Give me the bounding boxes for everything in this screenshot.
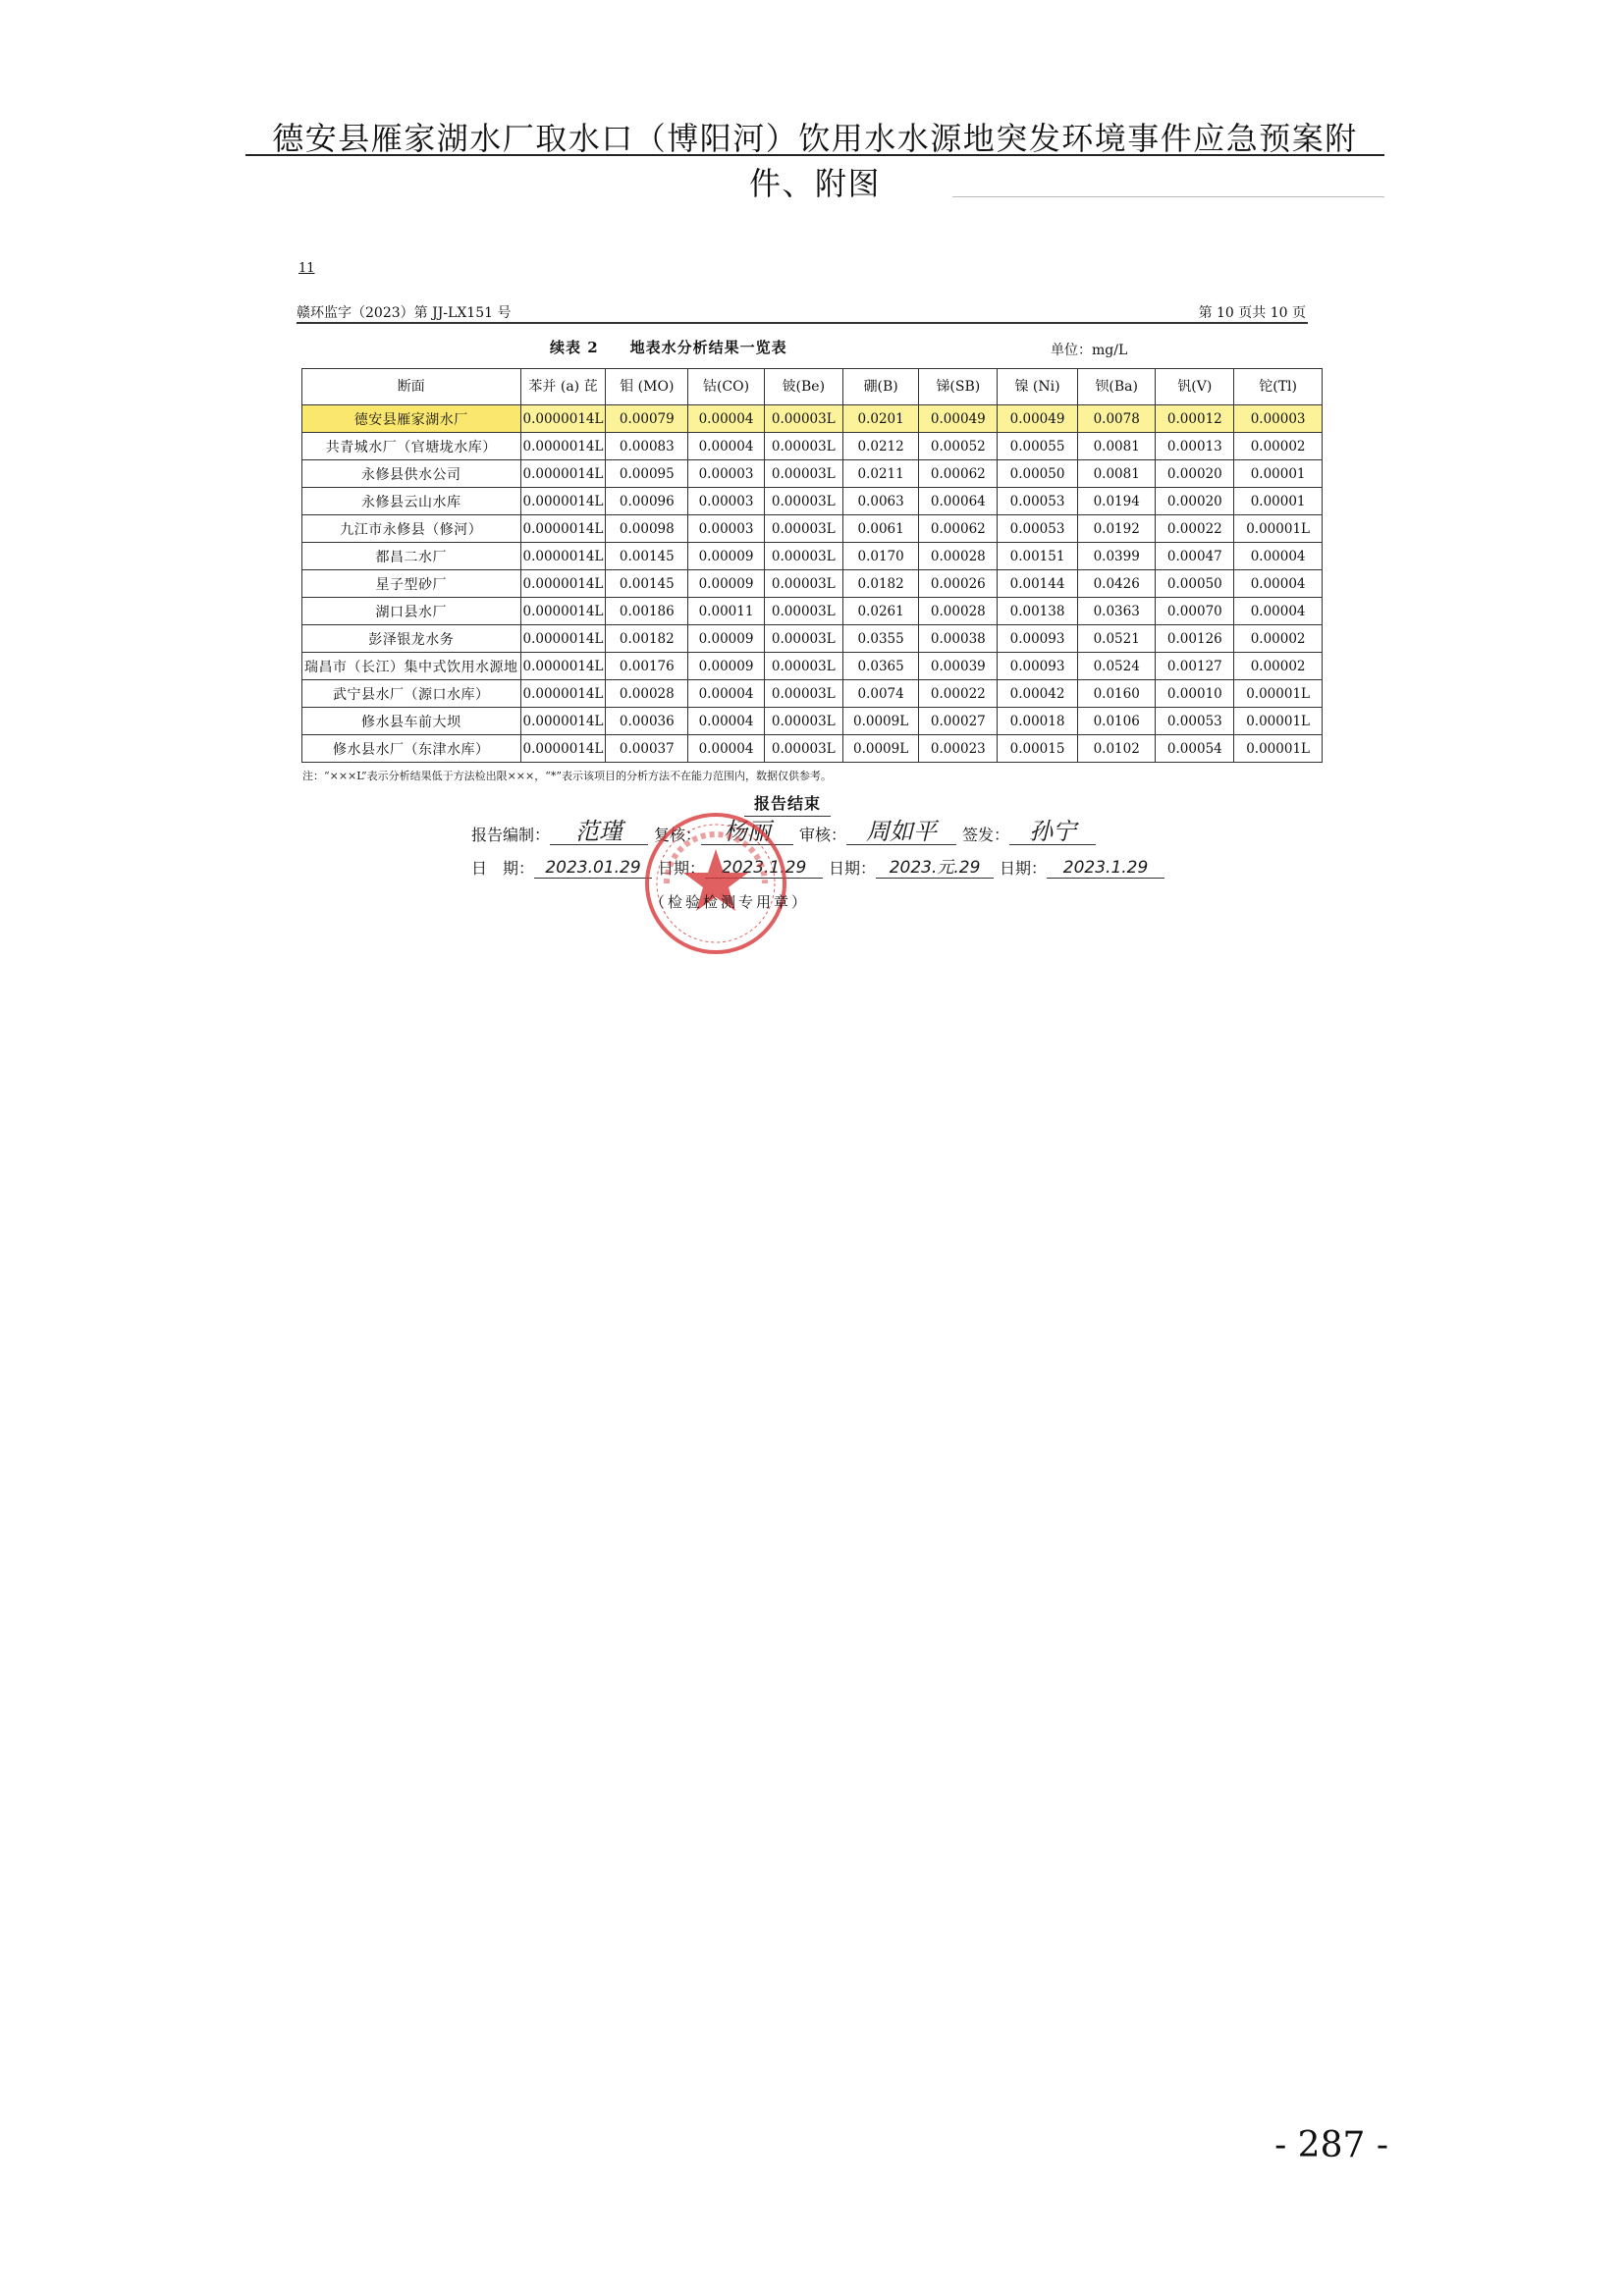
value-cell: 0.00003L (764, 598, 842, 625)
value-cell: 0.00038 (919, 625, 998, 653)
value-cell: 0.00002 (1234, 625, 1323, 653)
stamp-caption: （检验检测专用章） (650, 893, 810, 911)
value-cell: 0.00004 (688, 708, 765, 735)
date-value-1: 2023.01.29 (534, 858, 652, 879)
section-name-cell: 永修县云山水库 (302, 488, 521, 515)
section-name-cell: 武宁县水厂（源口水库） (302, 680, 521, 708)
value-cell: 0.00096 (606, 488, 688, 515)
audit-label: 审核： (799, 826, 847, 844)
value-cell: 0.00001 (1234, 460, 1323, 488)
value-cell: 0.0000014L (520, 543, 606, 570)
date-label-3: 日期： (829, 859, 877, 878)
value-cell: 0.00028 (919, 543, 998, 570)
value-cell: 0.00095 (606, 460, 688, 488)
value-cell: 0.0000014L (520, 735, 606, 763)
value-cell: 0.00003L (764, 625, 842, 653)
column-header-section: 断面 (302, 369, 521, 405)
value-cell: 0.00004 (1234, 598, 1323, 625)
column-header: 钡(Ba) (1077, 369, 1156, 405)
value-cell: 0.0009L (842, 735, 919, 763)
value-cell: 0.00004 (688, 735, 765, 763)
column-header: 铊(Tl) (1234, 369, 1323, 405)
value-cell: 0.0524 (1077, 653, 1156, 680)
value-cell: 0.0000014L (520, 708, 606, 735)
value-cell: 0.00079 (606, 405, 688, 433)
value-cell: 0.0063 (842, 488, 919, 515)
date-value-4: 2023.1.29 (1047, 858, 1164, 879)
value-cell: 0.00145 (606, 570, 688, 598)
value-cell: 0.00053 (998, 515, 1078, 543)
value-cell: 0.00001L (1234, 735, 1323, 763)
value-cell: 0.00001L (1234, 708, 1323, 735)
section-name-cell: 德安县雁家湖水厂 (302, 405, 521, 433)
value-cell: 0.00003L (764, 653, 842, 680)
compile-signature: 范瑾 (550, 819, 648, 845)
value-cell: 0.00050 (998, 460, 1078, 488)
approve-signature: 孙宁 (1009, 819, 1096, 845)
report-header-rule (297, 322, 1308, 324)
table-row (302, 433, 1323, 460)
value-cell: 0.0000014L (520, 680, 606, 708)
value-cell: 0.00050 (1156, 570, 1234, 598)
value-cell: 0.00011 (688, 598, 765, 625)
value-cell: 0.00028 (919, 598, 998, 625)
column-header: 镍 (Ni) (998, 369, 1078, 405)
compile-label: 报告编制： (471, 826, 551, 844)
value-cell: 0.00036 (606, 708, 688, 735)
review-label: 复核： (654, 826, 702, 844)
value-cell: 0.0201 (842, 405, 919, 433)
value-cell: 0.00022 (1156, 515, 1234, 543)
value-cell: 0.0000014L (520, 460, 606, 488)
value-cell: 0.0211 (842, 460, 919, 488)
value-cell: 0.00018 (998, 708, 1078, 735)
section-name-cell: 都昌二水厂 (302, 543, 521, 570)
value-cell: 0.00023 (919, 735, 998, 763)
analysis-table (301, 368, 1323, 763)
value-cell: 0.00015 (998, 735, 1078, 763)
table-row (302, 460, 1323, 488)
value-cell: 0.0081 (1077, 460, 1156, 488)
date-row (471, 856, 1164, 879)
value-cell: 0.00003L (764, 708, 842, 735)
value-cell: 0.0194 (1077, 488, 1156, 515)
column-header: 锑(SB) (919, 369, 998, 405)
date-label-4: 日期： (1000, 859, 1048, 878)
section-name-cell: 九江市永修县（修河） (302, 515, 521, 543)
value-cell: 0.00083 (606, 433, 688, 460)
value-cell: 0.0521 (1077, 625, 1156, 653)
column-header: 硼(B) (842, 369, 919, 405)
value-cell: 0.00053 (998, 488, 1078, 515)
section-name-cell: 永修县供水公司 (302, 460, 521, 488)
value-cell: 0.00020 (1156, 460, 1234, 488)
value-cell: 0.0426 (1077, 570, 1156, 598)
table-row (302, 680, 1323, 708)
value-cell: 0.00054 (1156, 735, 1234, 763)
value-cell: 0.00028 (606, 680, 688, 708)
value-cell: 0.00098 (606, 515, 688, 543)
column-header: 钼 (MO) (606, 369, 688, 405)
value-cell: 0.00003L (764, 515, 842, 543)
value-cell: 0.00001L (1234, 680, 1323, 708)
date-value-2: 2023.1.29 (705, 858, 823, 879)
value-cell: 0.0160 (1077, 680, 1156, 708)
page-number: - 287 - (1274, 2125, 1388, 2165)
value-cell: 0.00002 (1234, 433, 1323, 460)
date-label-1: 日 期： (471, 859, 535, 878)
value-cell: 0.00004 (1234, 543, 1323, 570)
review-signature: 杨丽 (701, 819, 793, 845)
table-row (302, 405, 1323, 433)
table-row (302, 543, 1323, 570)
table-row (302, 570, 1323, 598)
value-cell: 0.0078 (1077, 405, 1156, 433)
table-row (302, 515, 1323, 543)
value-cell: 0.00093 (998, 653, 1078, 680)
value-cell: 0.00020 (1156, 488, 1234, 515)
value-cell: 0.00003L (764, 570, 842, 598)
value-cell: 0.00004 (1234, 570, 1323, 598)
value-cell: 0.00003L (764, 460, 842, 488)
date-value-3: 2023.元.29 (876, 858, 994, 879)
value-cell: 0.0000014L (520, 570, 606, 598)
value-cell: 0.00049 (919, 405, 998, 433)
value-cell: 0.00186 (606, 598, 688, 625)
value-cell: 0.00009 (688, 625, 765, 653)
value-cell: 0.00176 (606, 653, 688, 680)
value-cell: 0.0000014L (520, 405, 606, 433)
value-cell: 0.0081 (1077, 433, 1156, 460)
value-cell: 0.00004 (688, 680, 765, 708)
date-label-2: 日期： (658, 859, 706, 878)
section-name-cell: 修水县车前大坝 (302, 708, 521, 735)
section-name-cell: 湖口县水厂 (302, 598, 521, 625)
value-cell: 0.00003L (764, 680, 842, 708)
value-cell: 0.00064 (919, 488, 998, 515)
value-cell: 0.00042 (998, 680, 1078, 708)
value-cell: 0.0000014L (520, 625, 606, 653)
value-cell: 0.00138 (998, 598, 1078, 625)
value-cell: 0.00182 (606, 625, 688, 653)
column-header: 钒(V) (1156, 369, 1234, 405)
value-cell: 0.0061 (842, 515, 919, 543)
page-counter: 第 10 页共 10 页 (1198, 305, 1306, 321)
value-cell: 0.0261 (842, 598, 919, 625)
value-cell: 0.00003L (764, 488, 842, 515)
value-cell: 0.00039 (919, 653, 998, 680)
value-cell: 0.00127 (1156, 653, 1234, 680)
document-header-title: 德安县雁家湖水厂取水口（博阳河）饮用水水源地突发环境事件应急预案附件、附图 (272, 120, 1358, 202)
value-cell: 0.00144 (998, 570, 1078, 598)
value-cell: 0.00049 (998, 405, 1078, 433)
value-cell: 0.00003 (688, 515, 765, 543)
value-cell: 0.00027 (919, 708, 998, 735)
official-seal-stamp (642, 810, 789, 957)
header-rule (245, 154, 1384, 156)
value-cell: 0.0182 (842, 570, 919, 598)
value-cell: 0.00003L (764, 405, 842, 433)
value-cell: 0.00052 (919, 433, 998, 460)
value-cell: 0.0000014L (520, 515, 606, 543)
table-title: 续表 2 地表水分析结果一览表 (550, 339, 787, 356)
value-cell: 0.0363 (1077, 598, 1156, 625)
value-cell: 0.00009 (688, 570, 765, 598)
value-cell: 0.00151 (998, 543, 1078, 570)
section-name-cell: 修水县水厂（东津水库） (302, 735, 521, 763)
value-cell: 0.00053 (1156, 708, 1234, 735)
value-cell: 0.00022 (919, 680, 998, 708)
scan-page-mark: 11 (298, 261, 315, 276)
section-name-cell: 星子型砂厂 (302, 570, 521, 598)
table-row (302, 653, 1323, 680)
value-cell: 0.00145 (606, 543, 688, 570)
table-note: 注：“×××L”表示分析结果低于方法检出限×××，“*”表示该项目的分析方法不在能力范围内，数据仅供参考。 (302, 770, 832, 782)
value-cell: 0.00047 (1156, 543, 1234, 570)
value-cell: 0.00126 (1156, 625, 1234, 653)
value-cell: 0.00055 (998, 433, 1078, 460)
table-row (302, 598, 1323, 625)
table-header-row (302, 369, 1323, 405)
value-cell: 0.00003L (764, 433, 842, 460)
value-cell: 0.00002 (1234, 653, 1323, 680)
value-cell: 0.0365 (842, 653, 919, 680)
value-cell: 0.00001L (1234, 515, 1323, 543)
value-cell: 0.0192 (1077, 515, 1156, 543)
value-cell: 0.0000014L (520, 653, 606, 680)
table-row (302, 708, 1323, 735)
scanned-report-page (295, 255, 1335, 1001)
value-cell: 0.00093 (998, 625, 1078, 653)
report-number: 赣环监字（2023）第 JJ-LX151 号 (297, 305, 512, 321)
value-cell: 0.0009L (842, 708, 919, 735)
table-unit: 单位：mg/L (1051, 343, 1128, 358)
value-cell: 0.00010 (1156, 680, 1234, 708)
report-end-label: 报告结束 (744, 791, 831, 817)
value-cell: 0.00013 (1156, 433, 1234, 460)
section-name-cell: 瑞昌市（长江）集中式饮用水源地 (302, 653, 521, 680)
value-cell: 0.0355 (842, 625, 919, 653)
value-cell: 0.0399 (1077, 543, 1156, 570)
table-row (302, 488, 1323, 515)
value-cell: 0.0000014L (520, 433, 606, 460)
audit-signature: 周如平 (846, 819, 956, 845)
value-cell: 0.00003L (764, 543, 842, 570)
value-cell: 0.00003L (764, 735, 842, 763)
column-header: 铍(Be) (764, 369, 842, 405)
value-cell: 0.0000014L (520, 598, 606, 625)
value-cell: 0.00037 (606, 735, 688, 763)
value-cell: 0.00004 (688, 405, 765, 433)
value-cell: 0.0074 (842, 680, 919, 708)
value-cell: 0.00062 (919, 515, 998, 543)
table-row (302, 735, 1323, 763)
value-cell: 0.00012 (1156, 405, 1234, 433)
table-row (302, 625, 1323, 653)
value-cell: 0.00062 (919, 460, 998, 488)
value-cell: 0.0102 (1077, 735, 1156, 763)
column-header: 钴(CO) (688, 369, 765, 405)
value-cell: 0.00070 (1156, 598, 1234, 625)
value-cell: 0.00004 (688, 433, 765, 460)
value-cell: 0.00003 (688, 460, 765, 488)
value-cell: 0.00009 (688, 653, 765, 680)
value-cell: 0.00009 (688, 543, 765, 570)
section-name-cell: 共青城水厂（官塘垅水库） (302, 433, 521, 460)
value-cell: 0.00003 (1234, 405, 1323, 433)
value-cell: 0.0000014L (520, 488, 606, 515)
value-cell: 0.00026 (919, 570, 998, 598)
approve-label: 签发： (962, 826, 1010, 844)
column-header: 苯并 (a) 芘 (520, 369, 606, 405)
value-cell: 0.0106 (1077, 708, 1156, 735)
section-name-cell: 彭泽银龙水务 (302, 625, 521, 653)
value-cell: 0.00003 (688, 488, 765, 515)
value-cell: 0.00001 (1234, 488, 1323, 515)
value-cell: 0.0170 (842, 543, 919, 570)
value-cell: 0.0212 (842, 433, 919, 460)
scan-edge-rule (952, 196, 1384, 197)
